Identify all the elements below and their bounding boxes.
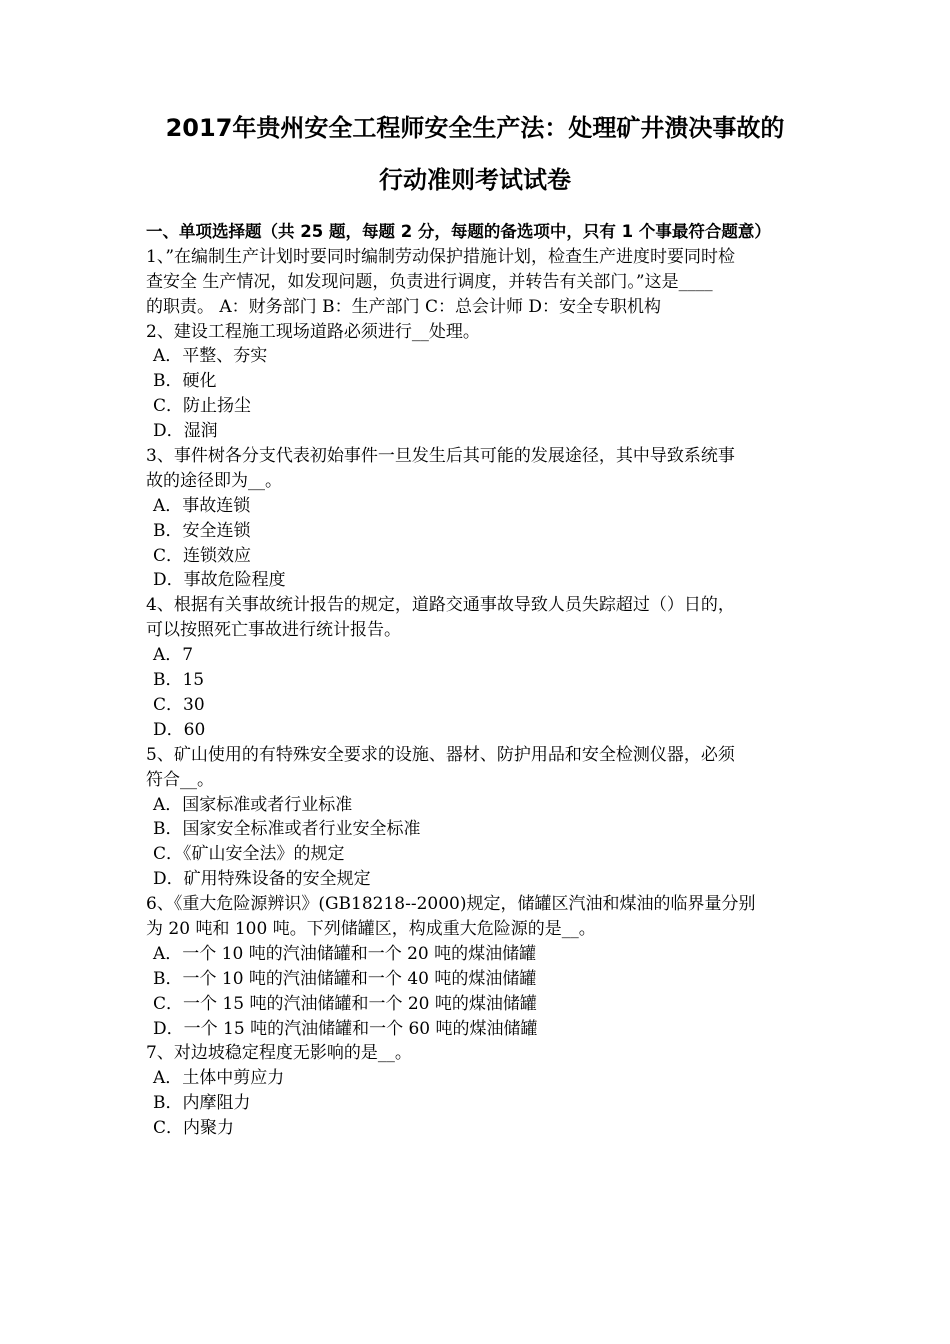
question-text: 4、根据有关事故统计报告的规定，道路交通事故导致人员失踪超过（）日的， [146, 595, 735, 616]
answer-option: A．事故连锁 [153, 495, 251, 516]
question-item [146, 892, 808, 1041]
answer-option: A．土体中剪应力 [153, 1068, 285, 1089]
question-text: 查安全 生产情况，如发现问题，负责进行调度，并转告有关部门。”这是____ [146, 271, 713, 292]
title-line-2: 行动准则考试试卷 [379, 166, 571, 194]
question-text: 7、对边坡稳定程度无影响的是__。 [146, 1043, 412, 1064]
answer-option: A．一个 10 吨的汽油储罐和一个 20 吨的煤油储罐 [153, 943, 537, 964]
question-list [146, 245, 808, 1141]
answer-option: A．7 [153, 645, 194, 666]
question-item [146, 593, 808, 742]
answer-option: C．一个 15 吨的汽油储罐和一个 20 吨的煤油储罐 [153, 993, 537, 1014]
question-text: 符合__。 [146, 769, 214, 790]
document-body [146, 220, 808, 1141]
page-title [60, 112, 890, 196]
answer-option: D．湿润 [153, 421, 218, 442]
answer-option: C．内聚力 [153, 1118, 235, 1139]
answer-option: C．防止扬尘 [153, 396, 252, 417]
answer-option: C．连锁效应 [153, 545, 252, 566]
answer-option: B．硬化 [153, 371, 217, 392]
question-text: 可以按照死亡事故进行统计报告。 [146, 620, 401, 641]
question-text: 2、建设工程施工现场道路必须进行__处理。 [146, 321, 480, 342]
answer-option: A．平整、夯实 [153, 346, 268, 367]
question-text: 故的途径即为__。 [146, 470, 282, 491]
answer-option: B．一个 10 吨的汽油储罐和一个 40 吨的煤油储罐 [153, 968, 537, 989]
answer-option: C．《矿山安全法》的规定 [153, 844, 345, 865]
question-text: 为 20 吨和 100 吨。下列储罐区，构成重大危险源的是__。 [146, 918, 596, 939]
question-item [146, 245, 808, 320]
question-text: 5、矿山使用的有特殊安全要求的设施、器材、防护用品和安全检测仪器，必须 [146, 744, 735, 765]
section-heading: 一、单项选择题（共 25 题，每题 2 分，每题的备选项中，只有 1 个事最符合题意） [146, 222, 771, 241]
answer-option: A．国家标准或者行业标准 [153, 794, 353, 815]
answer-option: D．一个 15 吨的汽油储罐和一个 60 吨的煤油储罐 [153, 1018, 538, 1039]
answer-option: B．15 [153, 670, 205, 691]
answer-option: C．30 [153, 694, 205, 715]
question-item [146, 743, 808, 892]
question-item [146, 444, 808, 593]
answer-option: D．60 [153, 719, 206, 740]
answer-option: B．内摩阻力 [153, 1093, 251, 1114]
question-text: 3、事件树各分支代表初始事件一旦发生后其可能的发展途径，其中导致系统事 [146, 446, 735, 467]
answer-option: D．事故危险程度 [153, 570, 286, 591]
question-item [146, 1041, 808, 1141]
answer-option: B．国家安全标准或者行业安全标准 [153, 819, 421, 840]
question-text: 6、《重大危险源辨识》(GB18218--2000)规定，储罐区汽油和煤油的临界量分别 [146, 894, 756, 915]
title-line-1: 2017年贵州安全工程师安全生产法：处理矿井溃决事故的 [165, 114, 785, 142]
answer-option: B．安全连锁 [153, 520, 251, 541]
answer-option: D．矿用特殊设备的安全规定 [153, 869, 371, 890]
question-text: 1、”在编制生产计划时要同时编制劳动保护措施计划，检查生产进度时要同时检 [146, 246, 736, 267]
question-item [146, 320, 808, 444]
question-text: 的职责。 A：财务部门 B：生产部门 C：总会计师 D：安全专职机构 [146, 296, 662, 317]
